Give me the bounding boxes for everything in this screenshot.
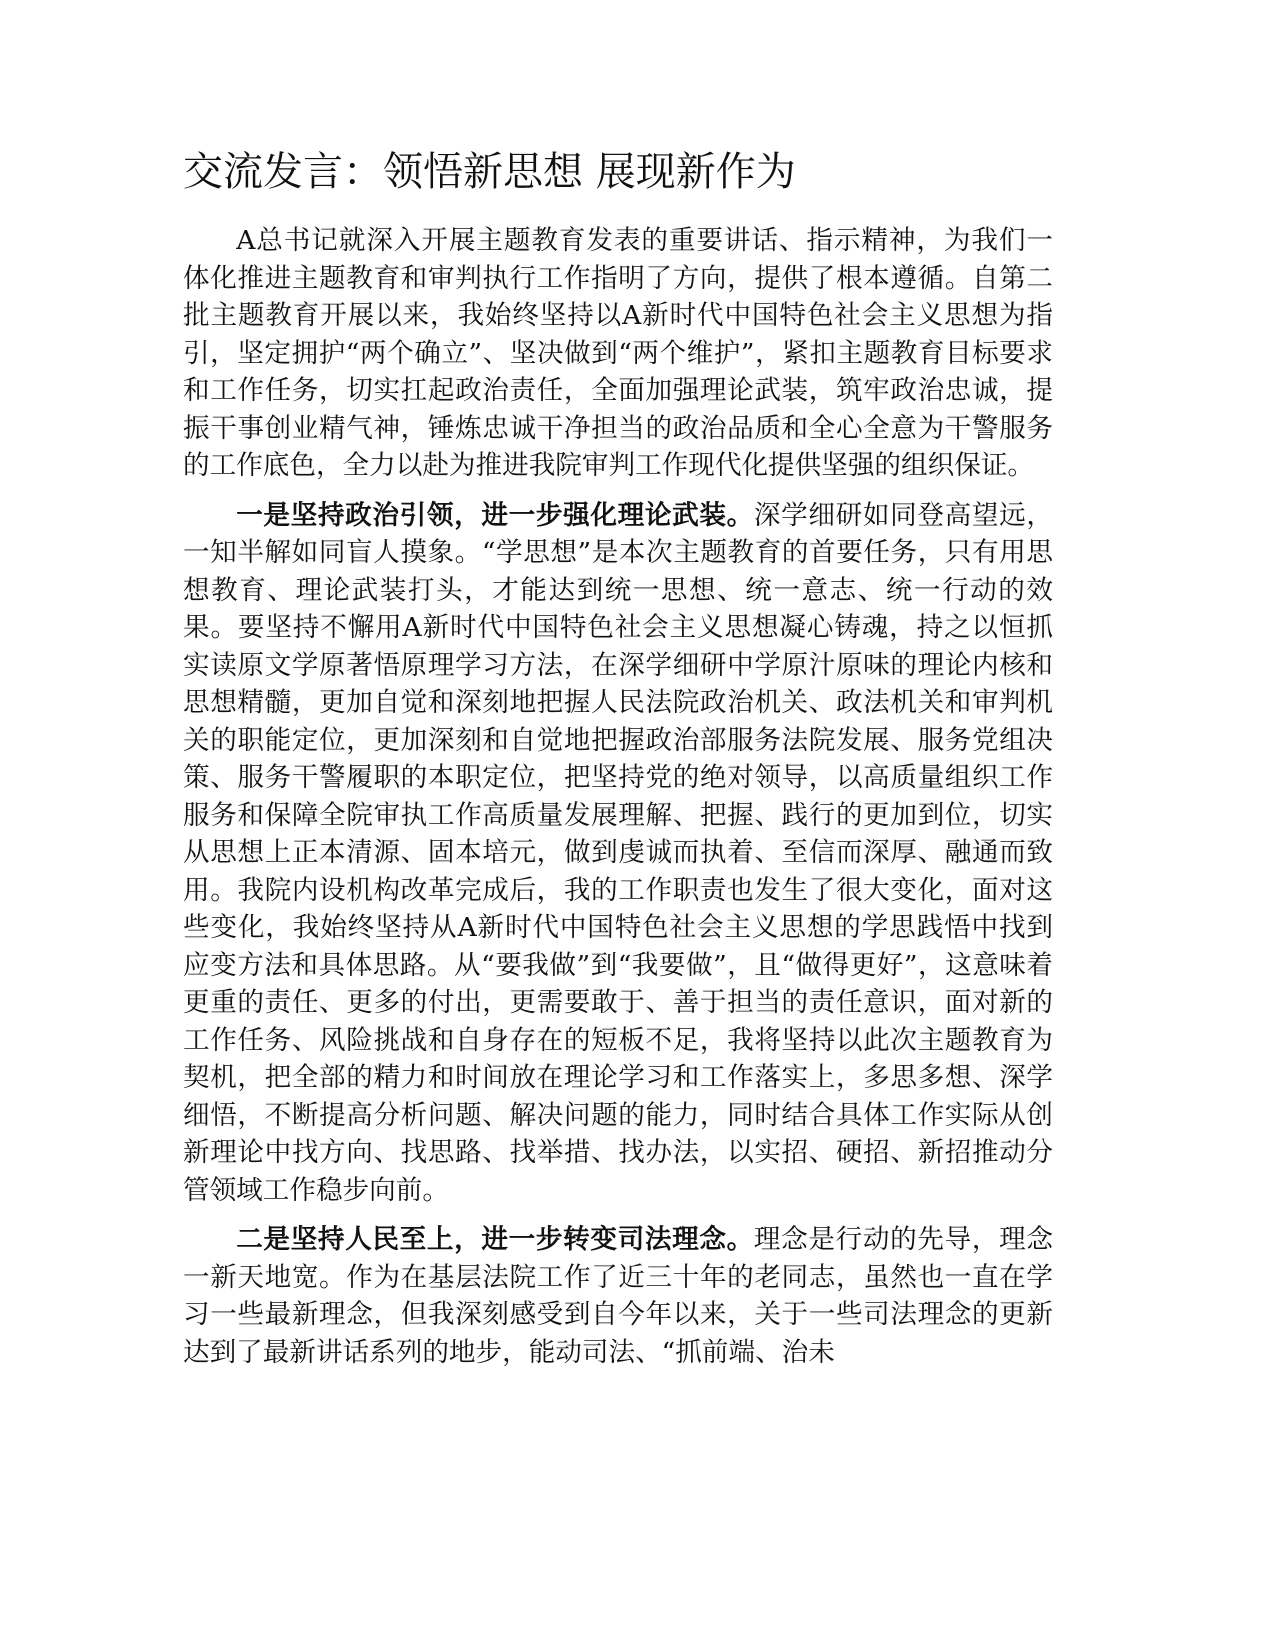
document-body: [183, 222, 1053, 1383]
paragraph-text: 理念是行动的先导，理念一新天地宽。作为在基层法院工作了近三十年的老同志，虽然也一直在学习一些最新理念，但我深刻感受到自今年以来，关于一些司法理念的更新达到了最新讲话系列的地步，能动司法、“抓前端、治未: [183, 1224, 1054, 1368]
paragraph-lead: 二是坚持人民至上，进一步转变司法理念。: [236, 1224, 754, 1255]
paragraph-lead: 一是坚持政治引领，进一步强化理论武装。: [236, 499, 754, 531]
document-title: 交流发言：领悟新思想 展现新作为: [183, 149, 796, 195]
paragraph-point-one: [183, 497, 1053, 1210]
paragraph-text: 深学细研如同登高望远，一知半解如同盲人摸象。“学思想”是本次主题教育的首要任务，只有用思想教育、理论武装打头，才能达到统一思想、统一意志、统一行动的效果。要坚持不懈用A新时代中国特色社会主义思想凝心铸魂，持之以恒抓实读原文学原著悟原理学习方法，在深学细研中学原汁原味的理论内核和思想精髓，更加自觉和深刻地把握人民法院政治机关、政法机关和审判机关的职能定位，更加深刻和自觉地把握政治部服务法院发展、服务党组决策、服务干警履职的本职定位，把坚持党的绝对领导，以高质量组织工作服务和保障全院审执工作高质量发展理解、把握、践行的更加到位，切实从思想上正本清源、固本培元，做到虔诚而执着、至信而深厚、融通而致用。我院内设机构改革完成后，我的工作职责也发生了很大变化，面对这些变化，我始终坚持从A新时代中国特色社会主义思想的学思践悟中找到应变方法和具体思路。从“要我做”到“我要做”，且“做得更好”，这意味着更重的责任、更多的付出，更需要敢于、善于担当的责任意识，面对新的工作任务、风险挑战和自身存在的短板不足，我将坚持以此次主题教育为契机，把全部的精力和时间放在理论学习和工作落实上，多思多想、深学细悟，不断提高分析问题、解决问题的能力，同时结合具体工作实际从创新理论中找方向、找思路、找举措、找办法，以实招、硬招、新招推动分管领域工作稳步向前。: [183, 499, 1054, 1206]
paragraph-point-two: [183, 1221, 1053, 1371]
paragraph-text: A总书记就深入开展主题教育发表的重要讲话、指示精神，为我们一体化推进主题教育和审判执行工作指明了方向，提供了根本遵循。自第二批主题教育开展以来，我始终坚持以A新时代中国特色社会主义思想为指引，坚定拥护“两个确立”、坚决做到“两个维护”，紧扣主题教育目标要求和工作任务，切实扛起政治责任，全面加强理论武装，筑牢政治忠诚，提振干事创业精气神，锤炼忠诚干净担当的政治品质和全心全意为干警服务的工作底色，全力以赴为推进我院审判工作现代化提供坚强的组织保证。: [183, 225, 1053, 481]
paragraph-intro: [183, 222, 1053, 485]
